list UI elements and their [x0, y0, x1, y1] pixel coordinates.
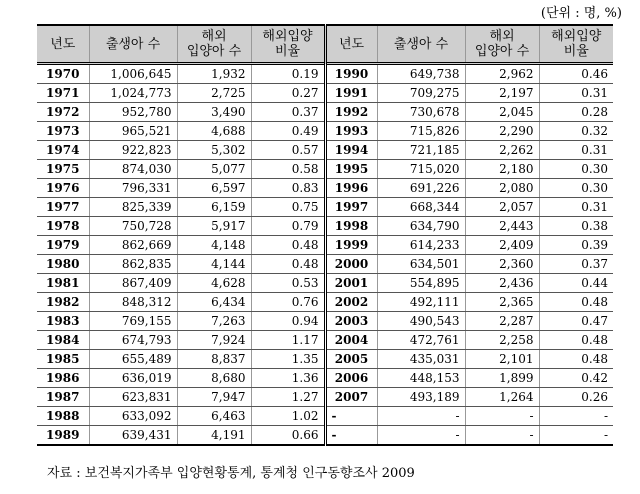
cell-ratio: 0.48	[251, 255, 325, 274]
table-row	[37, 217, 613, 236]
cell-year: 2000	[325, 255, 377, 274]
cell-ratio: 0.46	[539, 64, 613, 84]
cell-adoptions: 6,597	[177, 179, 251, 198]
cell-births: 862,669	[89, 236, 177, 255]
cell-births: 825,339	[89, 198, 177, 217]
cell-ratio: 0.38	[539, 217, 613, 236]
cell-ratio: 1.17	[251, 331, 325, 350]
cell-adoptions: 2,443	[465, 217, 539, 236]
cell-ratio: 0.26	[539, 388, 613, 407]
header-adoptions: 해외 입양아 수	[465, 25, 539, 64]
cell-adoptions: 5,077	[177, 160, 251, 179]
cell-ratio: 1.27	[251, 388, 325, 407]
cell-year: 1991	[325, 84, 377, 103]
table-row	[37, 274, 613, 293]
cell-adoptions: 4,191	[177, 426, 251, 446]
cell-year: 2006	[325, 369, 377, 388]
header-adoptions: 해외 입양아 수	[177, 25, 251, 64]
cell-births: 721,185	[377, 141, 465, 160]
table-row	[37, 160, 613, 179]
cell-year: 1985	[37, 350, 89, 369]
cell-adoptions: 7,947	[177, 388, 251, 407]
cell-births: 554,895	[377, 274, 465, 293]
table-row	[37, 84, 613, 103]
cell-ratio: 0.75	[251, 198, 325, 217]
cell-births: 796,331	[89, 179, 177, 198]
header-year: 년도	[325, 25, 377, 64]
cell-adoptions: 6,159	[177, 198, 251, 217]
cell-year: 2002	[325, 293, 377, 312]
table-row	[37, 179, 613, 198]
cell-ratio: 0.31	[539, 141, 613, 160]
cell-adoptions: 2,287	[465, 312, 539, 331]
cell-births: 668,344	[377, 198, 465, 217]
cell-adoptions: 1,932	[177, 64, 251, 84]
cell-adoptions: 8,837	[177, 350, 251, 369]
cell-adoptions: 1,264	[465, 388, 539, 407]
cell-adoptions: 2,080	[465, 179, 539, 198]
header-births: 출생아 수	[89, 25, 177, 64]
cell-year: 1993	[325, 122, 377, 141]
cell-adoptions: 6,463	[177, 407, 251, 426]
cell-year: 1971	[37, 84, 89, 103]
cell-births: 472,761	[377, 331, 465, 350]
table-row	[37, 103, 613, 122]
cell-births: 769,155	[89, 312, 177, 331]
cell-adoptions: 2,057	[465, 198, 539, 217]
cell-adoptions: 7,924	[177, 331, 251, 350]
cell-births: 636,019	[89, 369, 177, 388]
cell-adoptions: 5,302	[177, 141, 251, 160]
cell-year: 1977	[37, 198, 89, 217]
cell-year: 1998	[325, 217, 377, 236]
cell-adoptions: 2,101	[465, 350, 539, 369]
cell-ratio: 1.36	[251, 369, 325, 388]
header-ratio: 해외입양 비율	[251, 25, 325, 64]
cell-ratio: 0.39	[539, 236, 613, 255]
cell-births: 848,312	[89, 293, 177, 312]
cell-year: 1974	[37, 141, 89, 160]
cell-ratio: 0.48	[539, 331, 613, 350]
cell-adoptions: 2,180	[465, 160, 539, 179]
cell-births: 867,409	[89, 274, 177, 293]
cell-year: 1983	[37, 312, 89, 331]
header-ratio: 해외입양 비율	[539, 25, 613, 64]
cell-ratio: 0.31	[539, 198, 613, 217]
cell-year: 1976	[37, 179, 89, 198]
table-row	[37, 312, 613, 331]
cell-ratio: 0.79	[251, 217, 325, 236]
cell-adoptions: 2,258	[465, 331, 539, 350]
cell-adoptions: 2,409	[465, 236, 539, 255]
cell-year: 1975	[37, 160, 89, 179]
cell-year: -	[325, 407, 377, 426]
cell-births: 874,030	[89, 160, 177, 179]
header-year: 년도	[37, 25, 89, 64]
cell-births: 674,793	[89, 331, 177, 350]
cell-adoptions: 2,365	[465, 293, 539, 312]
cell-ratio: 0.94	[251, 312, 325, 331]
cell-births: 649,738	[377, 64, 465, 84]
table-row	[37, 293, 613, 312]
cell-ratio: 0.42	[539, 369, 613, 388]
cell-ratio: 1.02	[251, 407, 325, 426]
cell-births: 490,543	[377, 312, 465, 331]
cell-ratio: 0.83	[251, 179, 325, 198]
header-births: 출생아 수	[377, 25, 465, 64]
cell-births: 952,780	[89, 103, 177, 122]
cell-year: 2001	[325, 274, 377, 293]
table-row	[37, 426, 613, 446]
cell-year: 1999	[325, 236, 377, 255]
cell-adoptions: 3,490	[177, 103, 251, 122]
cell-births: 448,153	[377, 369, 465, 388]
cell-year: 1981	[37, 274, 89, 293]
cell-births: 1,024,773	[89, 84, 177, 103]
cell-births: 655,489	[89, 350, 177, 369]
cell-ratio: 0.37	[251, 103, 325, 122]
cell-births: 715,826	[377, 122, 465, 141]
source-note: 자료 : 보건복지가족부 입양현황통계, 통계청 인구동향조사 2009	[47, 466, 415, 481]
cell-births: 1,006,645	[89, 64, 177, 84]
cell-adoptions: 4,688	[177, 122, 251, 141]
cell-ratio: 0.32	[539, 122, 613, 141]
table-row	[37, 407, 613, 426]
cell-ratio: 0.47	[539, 312, 613, 331]
cell-adoptions: 4,144	[177, 255, 251, 274]
cell-adoptions: 1,899	[465, 369, 539, 388]
cell-adoptions: 8,680	[177, 369, 251, 388]
cell-ratio: 0.66	[251, 426, 325, 446]
cell-adoptions: 6,434	[177, 293, 251, 312]
cell-year: 1996	[325, 179, 377, 198]
table-row	[37, 350, 613, 369]
cell-births: 862,835	[89, 255, 177, 274]
cell-births: 750,728	[89, 217, 177, 236]
cell-adoptions: 2,262	[465, 141, 539, 160]
cell-births: -	[377, 426, 465, 446]
table-row	[37, 122, 613, 141]
cell-ratio: 0.19	[251, 64, 325, 84]
cell-year: 1978	[37, 217, 89, 236]
cell-year: 1988	[37, 407, 89, 426]
cell-births: 922,823	[89, 141, 177, 160]
cell-year: 1997	[325, 198, 377, 217]
cell-year: 1994	[325, 141, 377, 160]
cell-ratio: 0.57	[251, 141, 325, 160]
cell-ratio: 0.28	[539, 103, 613, 122]
cell-ratio: 0.49	[251, 122, 325, 141]
table-row	[37, 141, 613, 160]
table-row	[37, 236, 613, 255]
cell-births: 614,233	[377, 236, 465, 255]
cell-year: 2005	[325, 350, 377, 369]
cell-adoptions: 5,917	[177, 217, 251, 236]
cell-adoptions: 2,725	[177, 84, 251, 103]
cell-year: 2004	[325, 331, 377, 350]
cell-births: 623,831	[89, 388, 177, 407]
cell-births: 634,790	[377, 217, 465, 236]
cell-ratio: 0.58	[251, 160, 325, 179]
cell-year: 1980	[37, 255, 89, 274]
cell-adoptions: 2,045	[465, 103, 539, 122]
cell-adoptions: 4,148	[177, 236, 251, 255]
cell-ratio: 0.30	[539, 160, 613, 179]
cell-year: 1986	[37, 369, 89, 388]
unit-note: (단위 : 명, %)	[540, 6, 622, 21]
cell-adoptions: 2,962	[465, 64, 539, 84]
cell-births: 709,275	[377, 84, 465, 103]
cell-births: 715,020	[377, 160, 465, 179]
cell-year: -	[325, 426, 377, 446]
cell-births: 639,431	[89, 426, 177, 446]
cell-year: 1972	[37, 103, 89, 122]
cell-year: 1992	[325, 103, 377, 122]
cell-ratio: 0.53	[251, 274, 325, 293]
table-row	[37, 331, 613, 350]
cell-year: 1973	[37, 122, 89, 141]
cell-year: 2007	[325, 388, 377, 407]
table-row	[37, 369, 613, 388]
cell-ratio: 0.30	[539, 179, 613, 198]
table-row	[37, 388, 613, 407]
cell-adoptions: 2,360	[465, 255, 539, 274]
cell-year: 1979	[37, 236, 89, 255]
cell-ratio: -	[539, 426, 613, 446]
cell-births: 435,031	[377, 350, 465, 369]
cell-year: 1982	[37, 293, 89, 312]
cell-ratio: 0.48	[251, 236, 325, 255]
cell-ratio: 0.37	[539, 255, 613, 274]
cell-ratio: 1.35	[251, 350, 325, 369]
cell-adoptions: -	[465, 407, 539, 426]
cell-ratio: -	[539, 407, 613, 426]
adoption-statistics-table	[37, 24, 613, 446]
cell-births: 633,092	[89, 407, 177, 426]
cell-year: 2003	[325, 312, 377, 331]
cell-births: 492,111	[377, 293, 465, 312]
cell-ratio: 0.27	[251, 84, 325, 103]
cell-year: 1987	[37, 388, 89, 407]
table-row	[37, 64, 613, 84]
cell-adoptions: 7,263	[177, 312, 251, 331]
cell-births: -	[377, 407, 465, 426]
cell-ratio: 0.76	[251, 293, 325, 312]
cell-adoptions: 2,290	[465, 122, 539, 141]
table-header-row	[37, 25, 613, 64]
cell-births: 634,501	[377, 255, 465, 274]
cell-births: 965,521	[89, 122, 177, 141]
table-row	[37, 198, 613, 217]
cell-ratio: 0.48	[539, 293, 613, 312]
cell-adoptions: 4,628	[177, 274, 251, 293]
cell-adoptions: 2,197	[465, 84, 539, 103]
cell-year: 1984	[37, 331, 89, 350]
cell-ratio: 0.44	[539, 274, 613, 293]
cell-births: 493,189	[377, 388, 465, 407]
cell-year: 1989	[37, 426, 89, 446]
cell-ratio: 0.48	[539, 350, 613, 369]
cell-adoptions: 2,436	[465, 274, 539, 293]
cell-year: 1970	[37, 64, 89, 84]
cell-births: 730,678	[377, 103, 465, 122]
table-row	[37, 255, 613, 274]
cell-births: 691,226	[377, 179, 465, 198]
cell-year: 1995	[325, 160, 377, 179]
cell-year: 1990	[325, 64, 377, 84]
cell-ratio: 0.31	[539, 84, 613, 103]
cell-adoptions: -	[465, 426, 539, 446]
